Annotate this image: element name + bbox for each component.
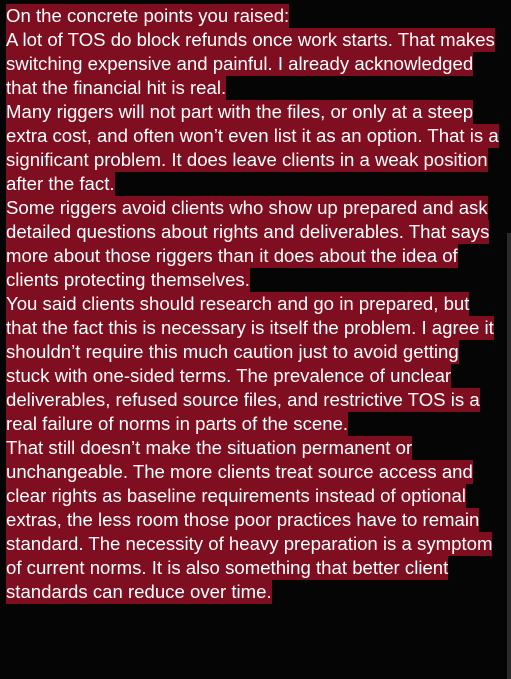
paragraph-permanent — [6, 436, 503, 604]
message-body — [6, 4, 503, 604]
paragraph-text: Some riggers avoid clients who show up prepared and ask detailed questions about rights and deliverables. That says more about those riggers than it does about the idea of clients protecting themselves. — [6, 197, 490, 290]
intro-line — [6, 4, 503, 28]
paragraph-text: You said clients should research and go in prepared, but that the fact this is necessary is itself the problem. I agree it shouldn’t require this much caution just to avoid getting stuck with one-sided terms. The prevalence of unclear deliverables, refused source files, and restrictive TOS is a real failure of norms in parts of the scene. — [6, 293, 494, 434]
scrollbar[interactable] — [507, 233, 511, 679]
paragraph-text: Many riggers will not part with the files, or only at a steep extra cost, and often won’t even list it as an option. That is a significant problem. It does leave clients in a weak position after the fact. — [6, 101, 499, 194]
intro-text: On the concrete points you raised: — [6, 5, 290, 26]
paragraph-text: That still doesn’t make the situation permanent or unchangeable. The more clients treat source access and clear rights as baseline requirements instead of optional extras, the less room those poor practices have to remain standard. The necessity of heavy preparation is a symptom of current norms. It is also something that better client standards can reduce over time. — [6, 437, 493, 602]
paragraph-files — [6, 100, 503, 196]
paragraph-refunds — [6, 28, 503, 100]
paragraph-avoid-clients — [6, 196, 503, 292]
paragraph-research — [6, 292, 503, 436]
paragraph-text: A lot of TOS do block refunds once work starts. That makes switching expensive and painful. I already acknowledged that the financial hit is real. — [6, 29, 495, 98]
